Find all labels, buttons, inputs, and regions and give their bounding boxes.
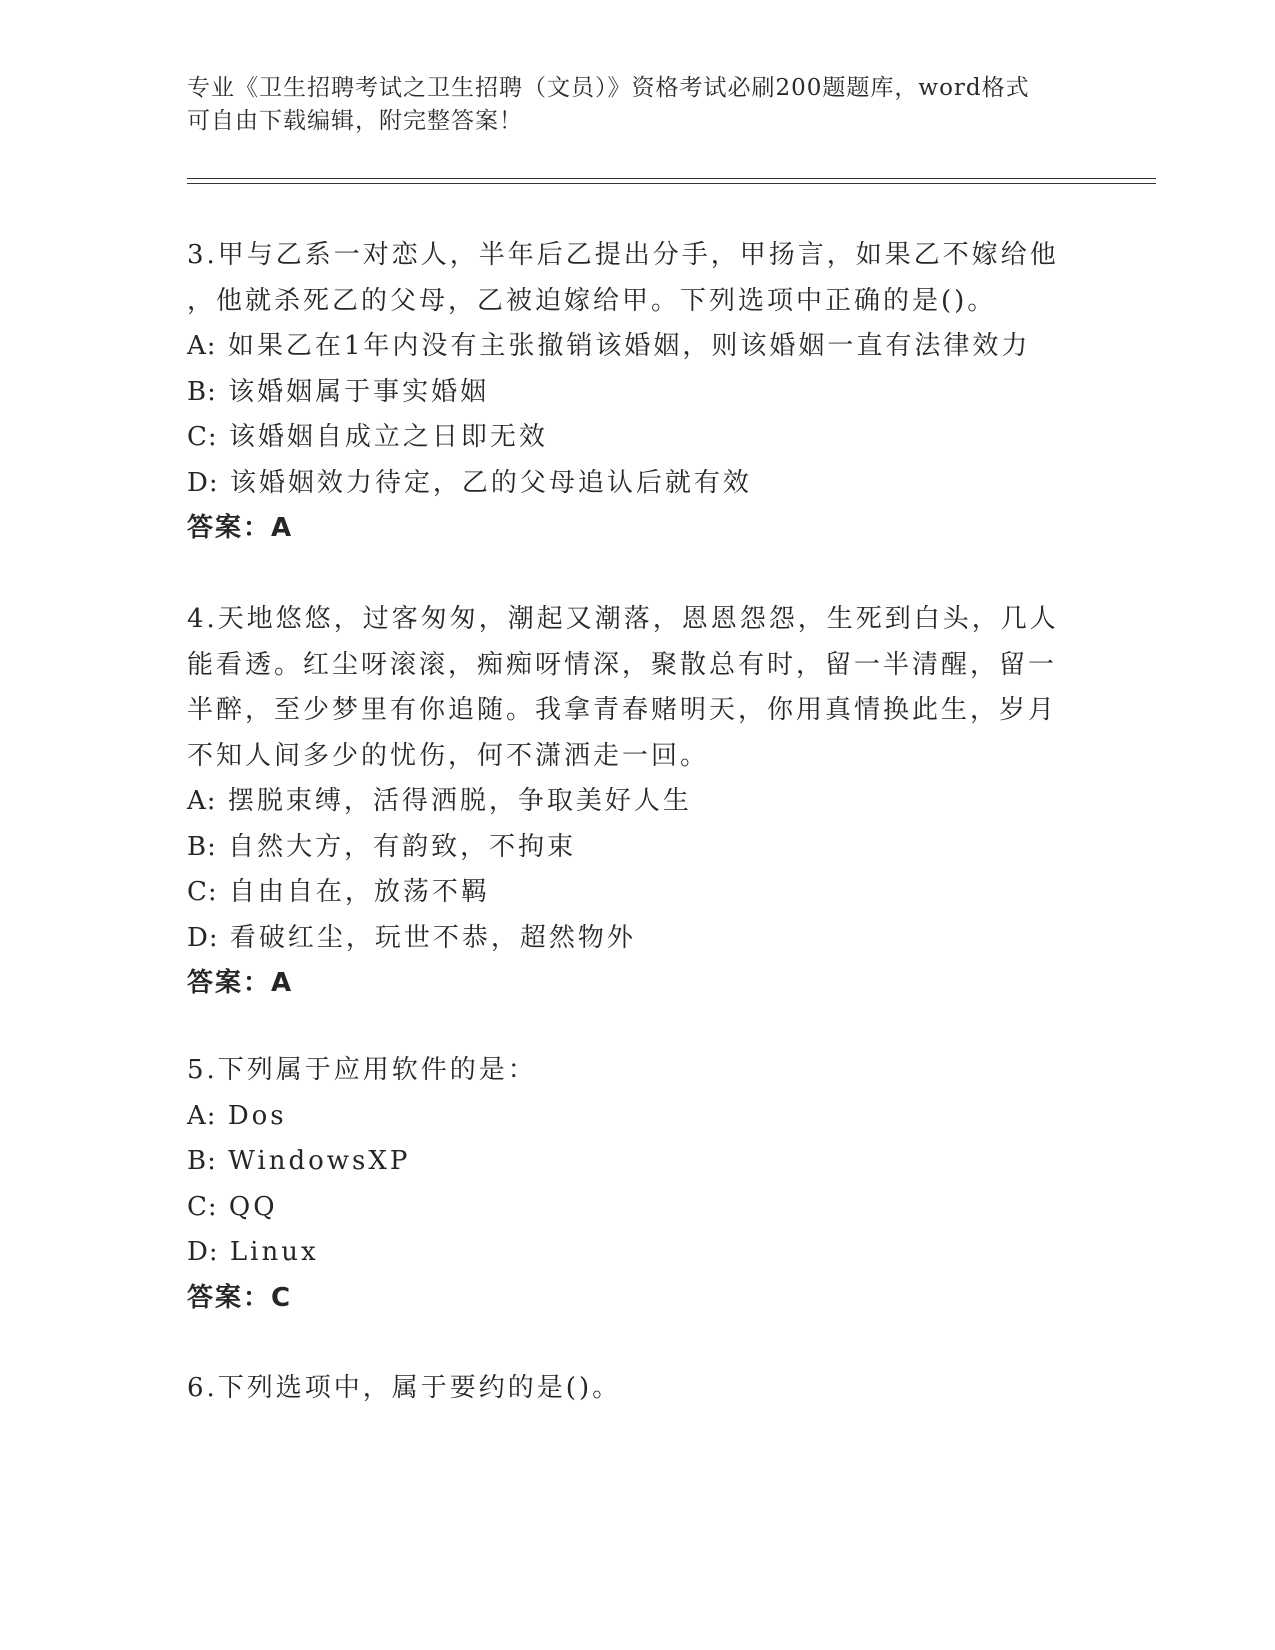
question-6: [187, 1366, 1067, 1412]
option-text: 该婚姻效力待定，乙的父母追认后就有效: [229, 467, 752, 498]
option-letter: A:: [187, 786, 217, 816]
option-text: 摆脱束缚，活得洒脱，争取美好人生: [227, 786, 692, 816]
option-text: 该婚姻属于事实婚姻: [228, 376, 490, 407]
option-letter: B:: [187, 831, 217, 862]
option-text: 自由自在，放荡不羁: [228, 877, 490, 907]
option-a: [187, 324, 1067, 370]
option-letter: D:: [187, 467, 219, 498]
option-letter: A:: [187, 1100, 217, 1131]
answer-label: 答案：A: [187, 513, 294, 543]
header-line-1: 专业《卫生招聘考试之卫生招聘（文员）》资格考试必刷200题题库，word格式: [187, 75, 1030, 101]
header-line-2: 可自由下载编辑，附完整答案！: [187, 108, 523, 134]
option-text: QQ: [228, 1191, 278, 1222]
option-letter: D:: [187, 922, 219, 953]
option-letter: C:: [187, 422, 218, 452]
option-d: [187, 1230, 1067, 1276]
option-letter: B:: [187, 376, 217, 407]
question-stem-line: 3.甲与乙系一对恋人，半年后乙提出分手，甲扬言，如果乙不嫁给他: [187, 240, 1059, 270]
option-text: Linux: [229, 1237, 319, 1267]
option-letter: A:: [187, 331, 217, 361]
answer-label: 答案：A: [187, 968, 294, 998]
option-letter: B:: [187, 1146, 217, 1176]
option-c: [187, 870, 1067, 916]
option-text: Dos: [227, 1100, 287, 1131]
question-stem-line: 半醉，至少梦里有你追随。我拿青春赌明天，你用真情换此生，岁月: [187, 695, 1058, 725]
option-b: [187, 825, 1067, 871]
option-a: [187, 779, 1067, 825]
option-text: WindowsXP: [228, 1146, 411, 1176]
option-b: [187, 370, 1067, 416]
option-c: [187, 1185, 1067, 1231]
question-stem-line: 能看透。红尘呀滚滚，痴痴呀情深，聚散总有时，留一半清醒，留一: [187, 649, 1058, 680]
question-stem-line: 5.下列属于应用软件的是：: [187, 1055, 537, 1085]
header-divider-bottom: [187, 183, 1156, 184]
question-stem-line: 不知人间多少的忧伤，何不潇洒走一回。: [187, 740, 710, 771]
option-d: [187, 916, 1067, 962]
question-stem-line: 4.天地悠悠，过客匆匆，潮起又潮落，恩恩怨怨，生死到白头，几人: [187, 604, 1059, 634]
question-5: [187, 1048, 1067, 1321]
option-text: 该婚姻自成立之日即无效: [228, 422, 548, 452]
header-divider-top: [187, 178, 1156, 179]
option-c: [187, 415, 1067, 461]
answer-label: 答案：C: [187, 1282, 293, 1313]
option-text: 如果乙在1年内没有主张撤销该婚姻，则该婚姻一直有法律效力: [227, 331, 1031, 361]
option-letter: D:: [187, 1237, 219, 1267]
option-letter: C:: [187, 877, 218, 907]
option-b: [187, 1139, 1067, 1185]
document-header: [187, 72, 1087, 138]
question-stem-line: ，他就杀死乙的父母，乙被迫嫁给甲。下列选项中正确的是()。: [187, 285, 997, 316]
option-a: [187, 1094, 1067, 1140]
option-letter: C:: [187, 1191, 218, 1222]
question-4: [187, 597, 1067, 1007]
question-3: [187, 233, 1067, 552]
option-text: 看破红尘，玩世不恭，超然物外: [229, 922, 636, 953]
question-stem-line: 6.下列选项中，属于要约的是()。: [187, 1373, 622, 1403]
option-d: [187, 461, 1067, 507]
option-text: 自然大方，有韵致，不拘束: [228, 831, 577, 862]
